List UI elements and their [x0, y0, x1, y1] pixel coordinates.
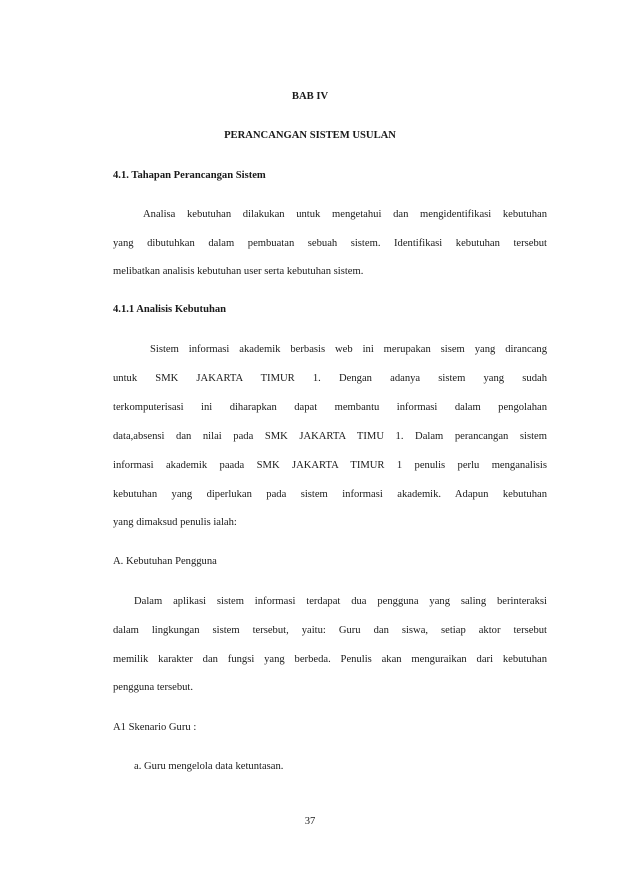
paragraph-line: informasi akademik paada SMK JAKARTA TIMUR 1 penulis perlu menganalisis: [113, 460, 547, 471]
paragraph-line: yang dimaksud penulis ialah:: [113, 517, 237, 528]
paragraph-line: memilik karakter dan fungsi yang berbeda. Penulis akan menguraikan dari kebutuhan: [113, 654, 547, 665]
paragraph-line: dalam lingkungan sistem tersebut, yaitu: Guru dan siswa, setiap aktor tersebut: [113, 625, 547, 636]
list-item: a. Guru mengelola data ketuntasan.: [134, 761, 284, 772]
page-number: 37: [304, 816, 316, 827]
section-heading-4-1: 4.1. Tahapan Perancangan Sistem: [113, 170, 266, 181]
paragraph-line: Dalam aplikasi sistem informasi terdapat dua pengguna yang saling berinteraksi: [134, 596, 547, 607]
chapter-title: PERANCANGAN SISTEM USULAN: [224, 130, 396, 141]
paragraph-line: Analisa kebutuhan dilakukan untuk mengetahui dan mengidentifikasi kebutuhan: [143, 209, 547, 220]
paragraph-line: pengguna tersebut.: [113, 682, 194, 693]
paragraph-line: untuk SMK JAKARTA TIMUR 1. Dengan adanya sistem yang sudah: [113, 373, 547, 384]
subsection-heading-a: A. Kebutuhan Pengguna: [113, 556, 217, 567]
paragraph-line: data,absensi dan nilai pada SMK JAKARTA TIMU 1. Dalam perancangan sistem: [113, 431, 547, 442]
subsection-heading-a1: A1 Skenario Guru :: [113, 722, 197, 733]
paragraph-line: terkomputerisasi ini diharapkan dapat membantu informasi dalam pengolahan: [113, 402, 547, 413]
paragraph-line: melibatkan analisis kebutuhan user serta kebutuhan sistem.: [113, 266, 364, 277]
paragraph-line: Sistem informasi akademik berbasis web ini merupakan sisem yang dirancang: [150, 344, 547, 355]
chapter-number: BAB IV: [291, 91, 329, 102]
paragraph-line: yang dibutuhkan dalam pembuatan sebuah sistem. Identifikasi kebutuhan tersebut: [113, 238, 547, 249]
paragraph-line: kebutuhan yang diperlukan pada sistem informasi akademik. Adapun kebutuhan: [113, 489, 547, 500]
section-heading-4-1-1: 4.1.1 Analisis Kebutuhan: [113, 304, 227, 315]
